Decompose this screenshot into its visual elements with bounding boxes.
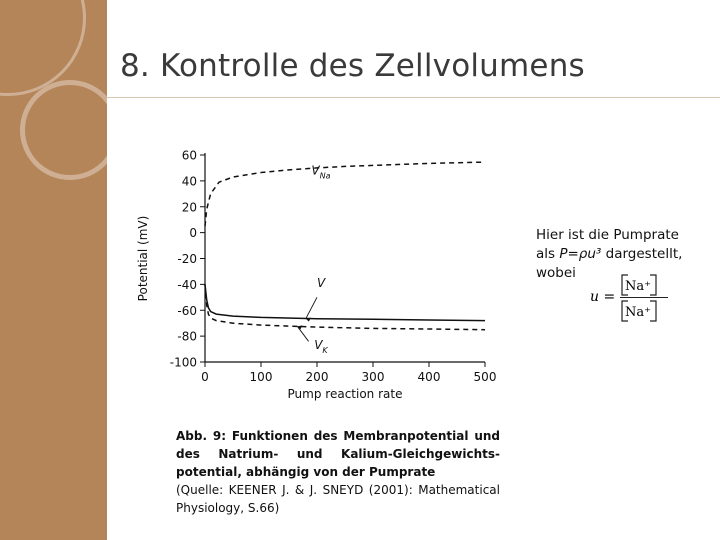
series-label-main: V (317, 275, 326, 290)
series-label-main: V (311, 163, 320, 178)
x-axis-ticks (201, 362, 496, 384)
series-label-v-na (311, 163, 330, 180)
side-note-line-1: Hier ist die Pumprate (536, 227, 679, 243)
caption-title: Abb. 9: Funktionen des Membranpotential und des Natrium- und Kalium-Gleichgewichts-potential, abhängig von der Pumprate (176, 429, 500, 479)
y-tick-label: 40 (181, 174, 197, 189)
y-tick-label: 0 (189, 226, 197, 241)
series-label-v-k (314, 338, 328, 355)
y-tick-label: -80 (177, 329, 197, 344)
y-axis-ticks (170, 149, 205, 370)
series-line-v-k (205, 284, 485, 329)
side-note-line-3: wobei (536, 265, 576, 281)
y-tick-label: -60 (177, 303, 197, 318)
series-line-v (205, 284, 485, 320)
u-formula (590, 270, 670, 326)
potential-chart (125, 140, 505, 410)
decorative-ring (20, 80, 107, 180)
series-label-sub: Na (319, 171, 331, 181)
x-tick-label: 100 (249, 370, 273, 384)
side-note-prefix: als (536, 246, 560, 262)
decorative-sidebar (0, 0, 107, 540)
formula-numerator: Na⁺ (625, 279, 651, 294)
y-tick-label: 20 (181, 200, 197, 215)
x-tick-label: 400 (417, 370, 441, 384)
formula-lhs: u = (590, 289, 616, 305)
slide-title: 8. Kontrolle des Zellvolumens (120, 48, 585, 84)
x-tick-label: 200 (305, 370, 329, 384)
y-tick-label: -20 (177, 252, 197, 266)
label-pointer (306, 297, 317, 318)
chart-axes (205, 153, 485, 362)
title-divider (107, 97, 720, 98)
series-label-v (317, 276, 326, 290)
y-tick-label: -40 (177, 277, 197, 292)
x-tick-label: 300 (361, 370, 385, 384)
caption-source: (Quelle: KEENER J. & J. SNEYD (2001): Mathematical Physiology, S.66) (176, 483, 500, 515)
side-note-line-2 (536, 245, 682, 264)
series-label-sub: K (322, 346, 328, 356)
x-axis-label: Pump reaction rate (287, 387, 403, 401)
figure-caption (176, 427, 500, 517)
y-tick-label: 60 (181, 148, 197, 163)
pump-rate-formula: P=ρu³ (559, 246, 602, 262)
series-label-main: V (314, 338, 323, 353)
x-tick-label: 0 (201, 370, 209, 384)
formula-denominator: Na⁺ (625, 305, 651, 320)
label-pointer (297, 326, 308, 341)
x-tick-label: 500 (473, 370, 497, 384)
y-tick-label: -100 (169, 355, 197, 370)
series-line-v-na (205, 162, 485, 226)
side-note-suffix: dargestellt, (601, 246, 683, 262)
chart-series (205, 162, 485, 330)
y-axis-label: Potential (mV) (136, 215, 150, 302)
